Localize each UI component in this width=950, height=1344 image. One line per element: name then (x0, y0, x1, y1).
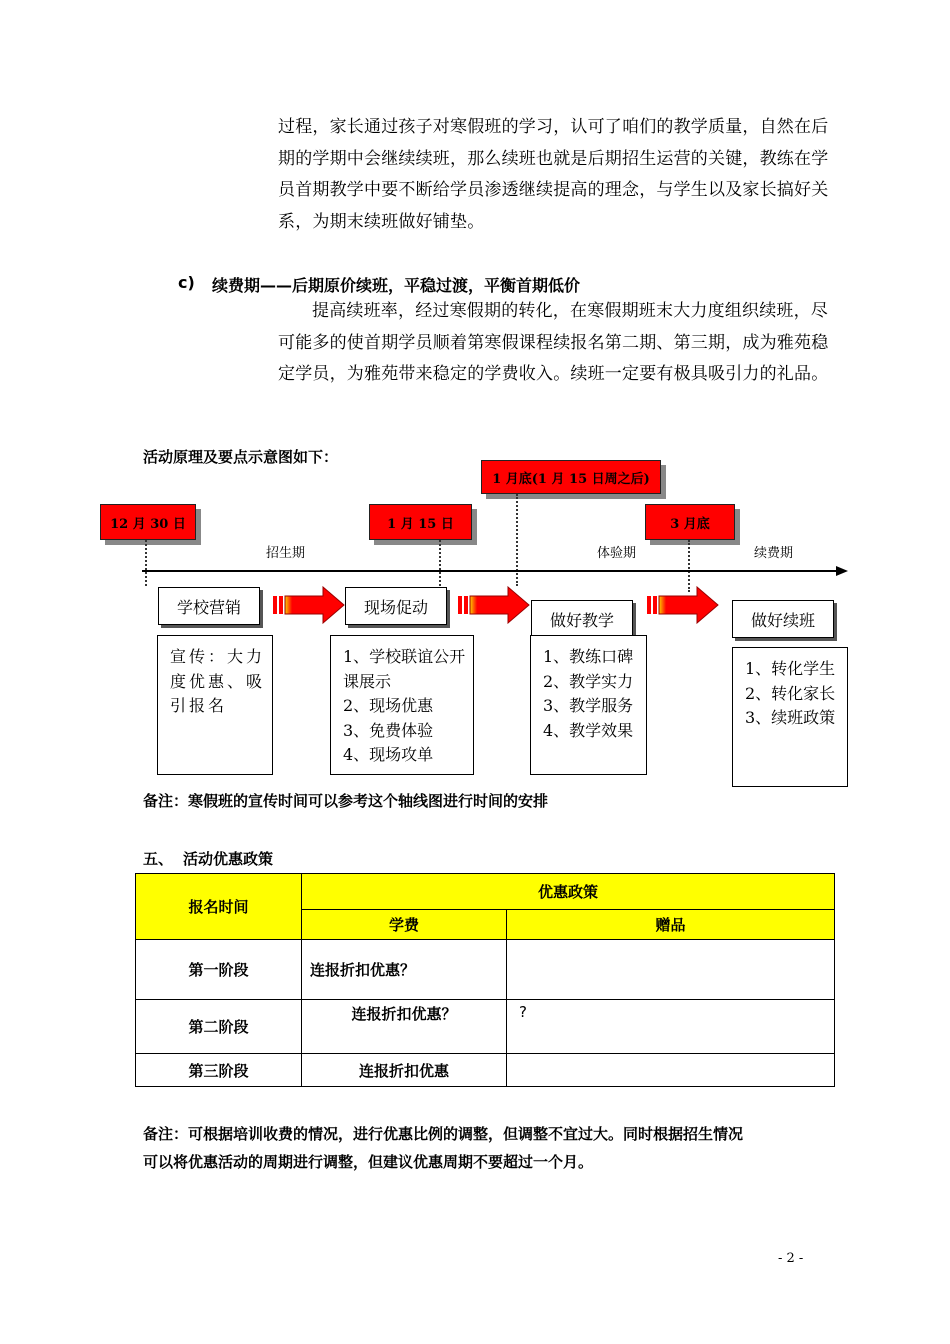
detail-line: 2、现场优惠 (343, 696, 434, 715)
intro-line: 系，为期末续班做好铺垫。 (278, 211, 485, 232)
timeline-arrowhead (836, 566, 848, 576)
intro-paragraph (278, 112, 828, 238)
fee-cell: 连报折扣优惠？ (302, 1000, 507, 1054)
detail-box-onsite (330, 635, 474, 775)
step-box-marketing: 学校营销 (158, 587, 260, 625)
page-number: - 2 - (778, 1251, 804, 1266)
guide-line (439, 540, 441, 586)
section-c-line: 提高续班率，经过寒假期的转化，在寒假期班末大力度组织续班，尽 (312, 301, 828, 321)
stage-cell: 第三阶段 (136, 1054, 302, 1087)
detail-line: 3、续班政策 (745, 708, 836, 727)
header-gift: 赠品 (507, 910, 835, 940)
date-box-jan15: 1 月 15 日 (369, 504, 472, 540)
step-box-renewal: 做好续班 (732, 600, 834, 638)
table-row (136, 940, 835, 1000)
gift-cell (507, 1054, 835, 1087)
step-box-onsite: 现场促动 (345, 587, 447, 625)
intro-line: 期的学期中会继续续班，那么续班也就是后期招生运营的关键，教练在学 (278, 148, 829, 169)
section-c-line: 定学员，为雅苑带来稳定的学费收入。续班一定要有极具吸引力的礼品。 (278, 364, 829, 384)
discount-policy-table (135, 873, 835, 1087)
gift-cell: ? (507, 1000, 835, 1054)
detail-line: 2、教学实力 (543, 671, 634, 691)
date-box-mar-end: 3 月底 (645, 504, 735, 540)
guide-line (516, 494, 518, 586)
note-line: 备注：可根据培训收费的情况，进行优惠比例的调整，但调整不宜过大。同时根据招生情况 (143, 1125, 744, 1143)
detail-box-renewal (732, 647, 848, 787)
section5-number: 五、 (143, 850, 174, 868)
intro-line: 过程，家长通过孩子对寒假班的学习，认可了咱们的教学质量，自然在后 (278, 117, 829, 137)
detail-line: 引报名 (170, 696, 228, 715)
detail-line: 宣传：大力 (170, 647, 266, 666)
note-timeline: 备注：寒假班的宣传时间可以参考这个轴线图进行时间的安排 (143, 792, 549, 810)
stage-cell: 第二阶段 (136, 1000, 302, 1054)
header-discount-policy: 优惠政策 (302, 874, 835, 910)
phase-label-enroll: 招生期 (266, 546, 306, 561)
detail-line: 4、现场攻单 (343, 745, 434, 764)
section-c-line: 可能多的使首期学员顺着第寒假课程续报名第二期、第三期，成为雅苑稳 (278, 332, 829, 353)
timeline-axis (142, 570, 838, 572)
table-row (136, 1054, 835, 1087)
section-c-paragraph (278, 296, 828, 391)
section-c-heading: 续费期——后期原价续班，平稳过渡，平衡首期低价 (212, 276, 581, 295)
detail-line: 度优惠、吸 (170, 671, 266, 691)
intro-line: 员首期教学中要不断给学员渗透继续提高的理念，与学生以及家长搞好关 (278, 180, 829, 200)
gift-cell (507, 940, 835, 1000)
date-box-jan-end: 1 月底(1 月 15 日周之后) (481, 460, 661, 494)
fee-cell: 连报折扣优惠 (302, 1054, 507, 1087)
detail-line: 2、转化家长 (745, 683, 836, 703)
date-box-dec30: 12 月 30 日 (100, 504, 196, 540)
step-box-teaching: 做好教学 (531, 600, 633, 638)
detail-line: 1、转化学生 (745, 659, 836, 678)
guide-line (688, 540, 690, 592)
detail-box-marketing (157, 635, 273, 775)
arrow-right-icon (458, 586, 530, 624)
detail-line: 课展示 (343, 671, 392, 691)
note-line: 可以将优惠活动的周期进行调整，但建议优惠周期不要超过一个月。 (143, 1153, 594, 1171)
detail-line: 1、学校联谊公开 (343, 647, 466, 666)
arrow-right-icon (647, 586, 719, 624)
detail-box-teaching (530, 635, 647, 775)
note-discount (143, 1120, 743, 1176)
diagram-caption: 活动原理及要点示意图如下： (143, 448, 339, 466)
section5-title: 活动优惠政策 (183, 850, 274, 868)
fee-cell: 连报折扣优惠？ (302, 940, 507, 1000)
stage-cell: 第一阶段 (136, 940, 302, 1000)
table-row (136, 1000, 835, 1054)
section-c-marker: c) (178, 273, 195, 292)
detail-line: 4、教学效果 (543, 720, 634, 740)
phase-label-trial: 体验期 (597, 546, 637, 561)
header-tuition: 学费 (302, 910, 507, 940)
phase-label-renewal: 续费期 (754, 546, 794, 561)
detail-line: 1、教练口碑 (543, 647, 634, 666)
detail-line: 3、教学服务 (543, 696, 634, 715)
guide-line (145, 540, 147, 586)
header-enroll-time: 报名时间 (136, 874, 302, 940)
detail-line: 3、免费体验 (343, 720, 434, 740)
arrow-right-icon (273, 586, 345, 624)
